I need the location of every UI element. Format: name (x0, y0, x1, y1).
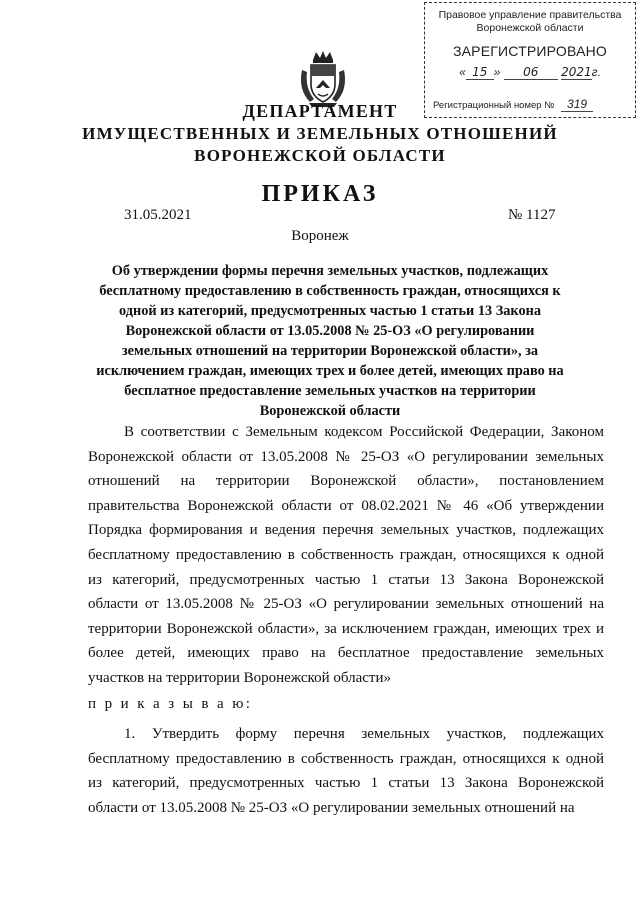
order-number: № 1127 (508, 207, 556, 223)
order-item-1: 1. Утвердить форму перечня земельных участков, подлежащих бесплатному предоставлению в собственность граждан, относящихся к одной из категорий, предусмотренных частью 1 статьи 13 Закона Воронежской области от 13.05.2008 № 25-ОЗ «О регулировании земельных отношений на (88, 726, 604, 816)
order-body (88, 420, 604, 821)
stamp-year: 2021 (561, 65, 592, 79)
stamp-day: 15 (466, 65, 494, 80)
stamp-reg-number: 319 (561, 97, 593, 112)
order-date: 31.05.2021 (124, 207, 192, 223)
stamp-date: « 15 » 06 2021г. (459, 65, 601, 79)
department-region: ВОРОНЕЖСКОЙ ОБЛАСТИ (194, 146, 446, 165)
stamp-authority-line1: Правовое управление правительства (438, 9, 622, 21)
order-city: Воронеж (291, 228, 349, 244)
stamp-authority-line2: Воронежской области (476, 22, 584, 34)
department-title: ДЕПАРТАМЕНТ (242, 101, 398, 121)
coat-of-arms-emblem-icon (296, 50, 350, 108)
stamp-reg-label: Регистрационный номер № (433, 100, 555, 111)
stamp-month: 06 (504, 65, 558, 80)
order-subject: Об утверждении формы перечня земельных участков, подлежащих бесплатному предоставлению в собственность граждан, относящихся к одной из категорий, предусмотренных частью 1 статьи 13 Закона Воронежской области от 13.05.2008 № 25-ОЗ «О регулировании земельных отношений на территории Воронежской области», за исключением граждан, имеющих трех и более детей, имеющих право на бесплатное предоставление земельных участков на территории Воронежской области (96, 263, 564, 419)
document-type: ПРИКАЗ (261, 181, 379, 207)
order-directive: п р и к а з ы в а ю: (88, 695, 253, 712)
stamp-status: ЗАРЕГИСТРИРОВАНО (452, 43, 608, 59)
preamble-paragraph: В соответствии с Земельным кодексом Российской Федерации, Законом Воронежской области от 13.05.2008 № 25-ОЗ «О регулировании земельных отношений на территории Воронежской области», постановлением правительства Воронежской области от 08.02.2021 № 46 «Об утверждении Порядка формирования и ведения перечня земельных участков, подлежащих бесплатному предоставлению в собственность граждан, относящихся к одной из категорий, предусмотренных частью 1 статьи 13 Закона Воронежской области от 13.05.2008 № 25-ОЗ «О регулировании земельных отношений на территории Воронежской области», за исключением граждан, имеющих трех и более детей, имеющих право на бесплатное предоставление земельных участков на территории Воронежской области» (88, 424, 604, 686)
department-subtitle: ИМУЩЕСТВЕННЫХ И ЗЕМЕЛЬНЫХ ОТНОШЕНИЙ (82, 124, 558, 143)
